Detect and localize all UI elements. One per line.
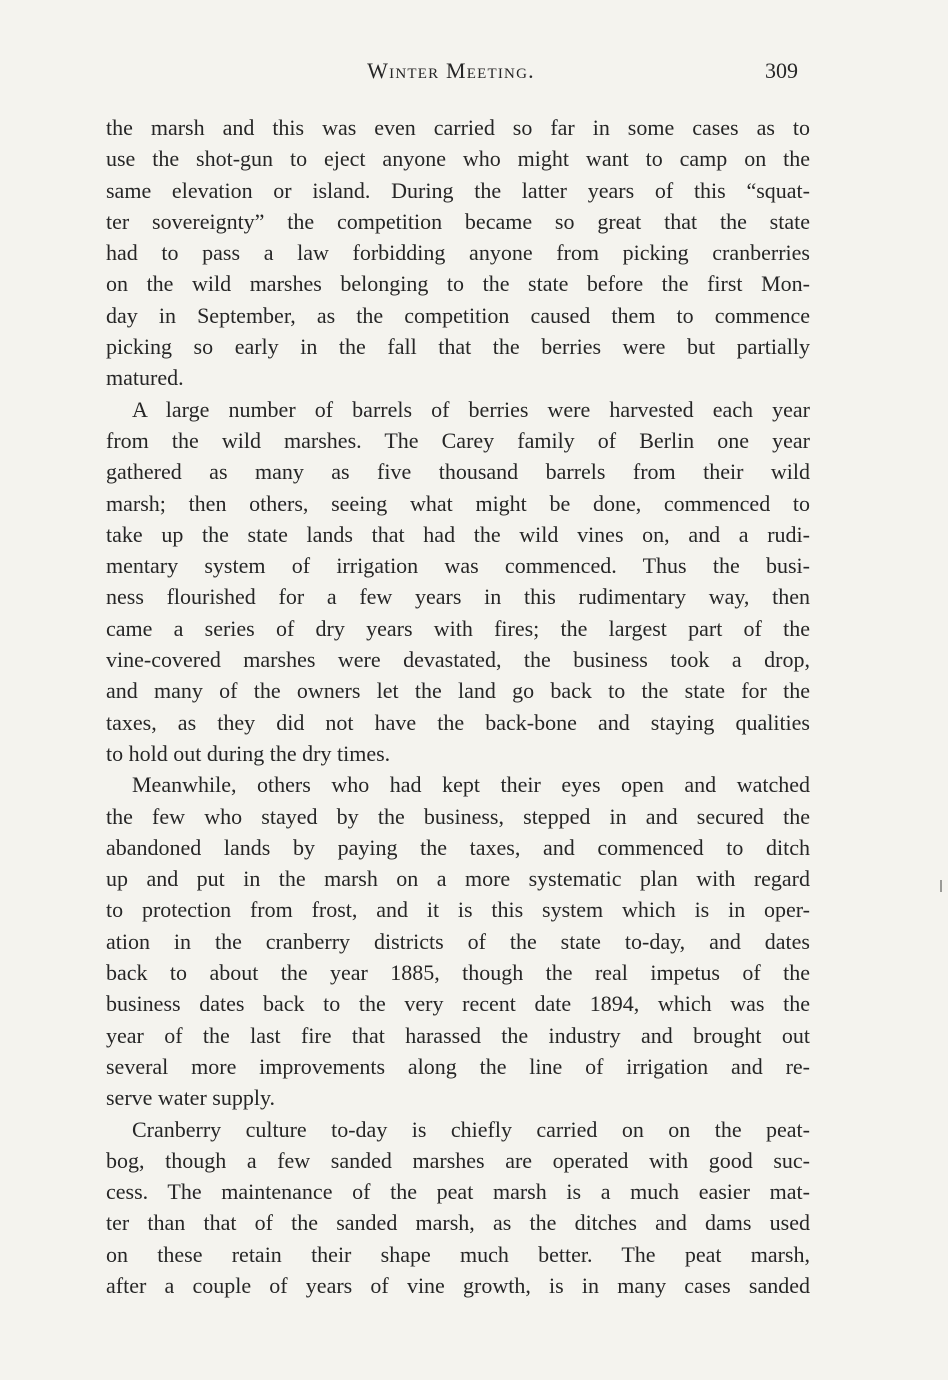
running-head <box>104 58 798 94</box>
text-line: cess. The maintenance of the peat marsh is a much easier mat- <box>106 1179 810 1205</box>
paragraph <box>106 112 810 394</box>
text-line: A large number of barrels of berries were harvested each year <box>132 396 810 422</box>
text-line: same elevation or island. During the latter years of this “squat- <box>106 177 810 203</box>
text-line: on these retain their shape much better. The peat marsh, <box>106 1241 810 1267</box>
text-line: day in September, as the competition caused them to commence <box>106 302 810 328</box>
text-line: ation in the cranberry districts of the state to-day, and dates <box>106 928 810 954</box>
running-title: Winter Meeting. <box>367 58 535 83</box>
text-line: from the wild marshes. The Carey family of Berlin one year <box>106 427 810 453</box>
text-line: matured. <box>106 365 184 391</box>
page-edge-mark <box>940 880 942 892</box>
text-line: serve water supply. <box>106 1085 276 1111</box>
text-line: year of the last fire that harassed the industry and brought out <box>106 1022 810 1048</box>
text-line: had to pass a law forbidding anyone from picking cranberries <box>106 240 810 266</box>
text-line: bog, though a few sanded marshes are operated with good suc- <box>106 1147 810 1173</box>
text-line: use the shot-gun to eject anyone who might want to camp on the <box>106 146 810 172</box>
text-line: gathered as many as five thousand barrels from their wild <box>106 459 810 485</box>
text-line: business dates back to the very recent date 1894, which was the <box>106 991 810 1017</box>
text-line: Cranberry culture to-day is chiefly carried on on the peat- <box>132 1116 810 1142</box>
page-number: 309 <box>765 58 798 83</box>
text-line: marsh; then others, seeing what might be done, commenced to <box>106 490 810 516</box>
text-line: mentary system of irrigation was commenced. Thus the busi- <box>106 553 810 579</box>
text-line: the marsh and this was even carried so far in some cases as to <box>106 115 810 140</box>
text-line: take up the state lands that had the wild vines on, and a rudi- <box>106 521 810 547</box>
text-line: taxes, as they did not have the back-bone and staying qualities <box>106 709 810 735</box>
paragraph <box>106 1114 810 1302</box>
text-line: several more improvements along the line of irrigation and re- <box>106 1053 810 1079</box>
text-line: picking so early in the fall that the berries were but partially <box>106 334 810 360</box>
text-line: came a series of dry years with fires; the largest part of the <box>106 615 810 641</box>
text-line: to hold out during the dry times. <box>106 740 391 766</box>
text-line: the few who stayed by the business, stepped in and secured the <box>106 803 810 829</box>
text-line: after a couple of years of vine growth, is in many cases sanded <box>106 1272 810 1298</box>
text-line: ter sovereignty” the competition became so great that the state <box>106 208 810 234</box>
text-line: Meanwhile, others who had kept their eyes open and watched <box>132 772 810 798</box>
text-line: to protection from frost, and it is this system which is in oper- <box>106 897 810 923</box>
text-line: vine-covered marshes were devastated, the business took a drop, <box>106 647 810 673</box>
body-text <box>106 112 810 1301</box>
paragraph <box>106 394 810 770</box>
text-line: up and put in the marsh on a more systematic plan with regard <box>106 866 810 892</box>
text-line: ter than that of the sanded marsh, as the ditches and dams used <box>106 1210 810 1236</box>
text-line: abandoned lands by paying the taxes, and commenced to ditch <box>106 834 810 860</box>
text-line: ness flourished for a few years in this rudimentary way, then <box>106 584 810 610</box>
text-line: on the wild marshes belonging to the state before the first Mon- <box>106 271 810 297</box>
text-line: and many of the owners let the land go back to the state for the <box>106 678 810 704</box>
paragraph <box>106 769 810 1113</box>
text-line: back to about the year 1885, though the real impetus of the <box>106 960 810 986</box>
